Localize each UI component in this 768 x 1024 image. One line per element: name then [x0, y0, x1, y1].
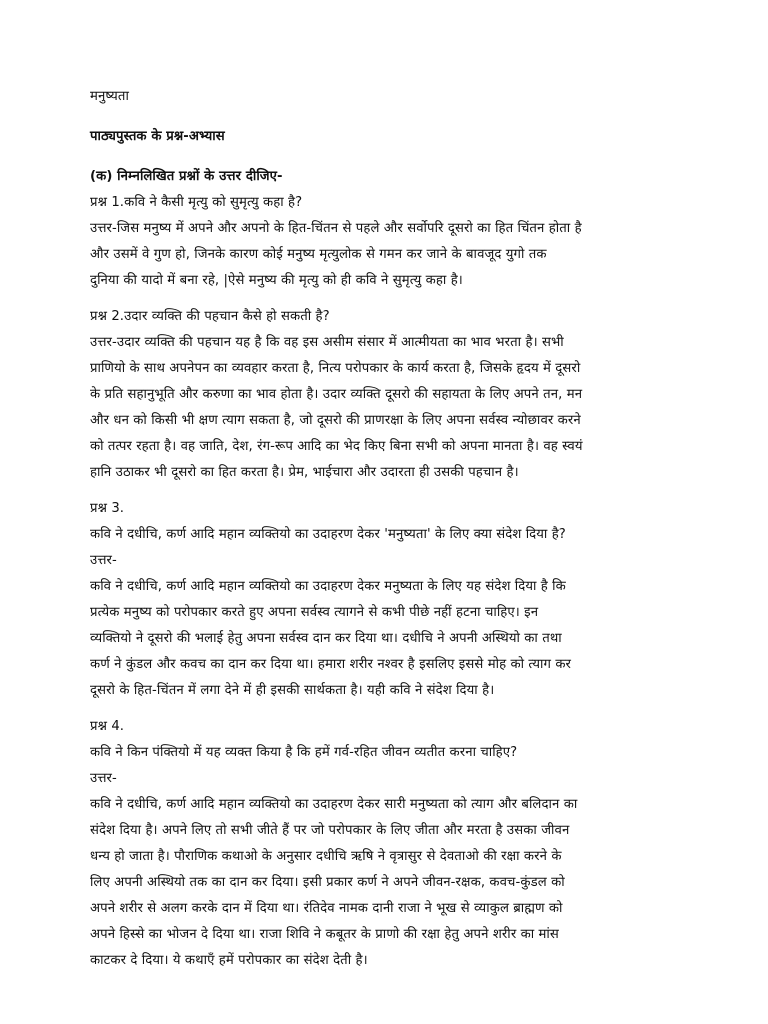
answer-2-line: और धन को किसी भी क्षण त्याग सकता है, जो दूसरो की प्राणरक्षा के लिए अपना सर्वस्व न्योछावर करने	[90, 413, 581, 428]
question-4-label: प्रश्न 4.	[90, 719, 125, 734]
answer-2-line: को तत्पर रहता है। वह जाति, देश, रंग-रूप आदि का भेद किए बिना सभी को अपना मानता है। वह स्वयं	[90, 439, 583, 454]
answer-4-line: कवि ने दधीचि, कर्ण आदि महान व्यक्तियो का उदाहरण देकर सारी मनुष्यता को त्याग और बलिदान का	[90, 797, 578, 812]
question-3-label: प्रश्न 3.	[90, 501, 125, 516]
answer-4-line: अपने शरीर से अलग करके दान में दिया था। रंतिदेव नामक दानी राजा ने भूख से व्याकुल ब्राह्मण को	[90, 901, 563, 916]
question-2: प्रश्न 2.उदार व्यक्ति की पहचान कैसे हो सकती है?	[90, 309, 330, 324]
answer-3-line: व्यक्तियो ने दूसरो की भलाई हेतु अपना सर्वस्व दान कर दिया था। दधीचि ने अपनी अस्थियो का तथा	[90, 631, 562, 646]
answer-1-line: दुनिया की यादो में बना रहे, |ऐसे मनुष्य की मृत्यु को ही कवि ने सुमृत्यु कहा है।	[90, 273, 463, 288]
question-1: प्रश्न 1.कवि ने कैसी मृत्यु को सुमृत्यु कहा है?	[90, 195, 303, 210]
question-3: कवि ने दधीचि, कर्ण आदि महान व्यक्तियो का उदाहरण देकर 'मनुष्यता' के लिए क्या संदेश दिया है?	[90, 527, 566, 542]
answer-2-line: उत्तर-उदार व्यक्ति की पहचान यह है कि वह इस असीम संसार में आत्मीयता का भाव भरता है। सभी	[90, 335, 564, 350]
question-4: कवि ने किन पंक्तियो में यह व्यक्त किया है कि हमें गर्व-रहित जीवन व्यतीत करना चाहिए?	[90, 745, 518, 760]
spacer	[90, 294, 680, 304]
answer-2-line: हानि उठाकर भी दूसरो का हित करता है। प्रेम, भाईचारा और उदारता ही उसकी पहचान है।	[90, 465, 519, 480]
answer-2-line: प्राणियो के साथ अपनेपन का व्यवहार करता है, नित्य परोपकार के कार्य करता है, जिसके हृदय में दूसरो	[90, 361, 581, 376]
answer-3-line: प्रत्येक मनुष्य को परोपकार करते हुए अपना सर्वस्व त्यागने से कभी पीछे नहीं हटना चाहिए। इन	[90, 605, 539, 620]
spacer	[90, 110, 680, 124]
answer-4-line: अपने हिस्से का भोजन दे दिया था। राजा शिवि ने कबूतर के प्राणो की रक्षा हेतु अपने शरीर का मांस	[90, 927, 559, 942]
answer-1-line: और उसमें वे गुण हो, जिनके कारण कोई मनुष्य मृत्युलोक से गमन कर जाने के बावजूद युगो तक	[90, 247, 547, 262]
answer-3-line: दूसरो के हित-चिंतन में लगा देने में ही इसकी सार्थकता है। यही कवि ने संदेश दिया है।	[90, 683, 495, 698]
answer-1-line: उत्तर-जिस मनुष्य में अपने और अपनो के हित-चिंतन से पहले और सर्वोपरि दूसरो का हित चिंतन होता है	[90, 221, 582, 236]
answer-4-label: उत्तर-	[90, 771, 117, 786]
answer-4-line: काटकर दे दिया। ये कथाएँ हमें परोपकार का संदेश देती है।	[90, 953, 368, 968]
answer-3-line: कवि ने दधीचि, कर्ण आदि महान व्यक्तियो का उदाहरण देकर मनुष्यता के लिए यह संदेश दिया है कि	[90, 579, 566, 594]
document-title: मनुष्यता	[90, 89, 129, 104]
spacer	[90, 704, 680, 714]
answer-4-line: धन्य हो जाता है। पौराणिक कथाओ के अनुसार दधीचि ऋषि ने वृत्रासुर से देवताओ की रक्षा करने के	[90, 849, 562, 864]
answer-4-line: लिए अपनी अस्थियो तक का दान कर दिया। इसी प्रकार कर्ण ने अपने जीवन-रक्षक, कवच-कुंडल को	[90, 875, 565, 890]
answer-2-line: के प्रति सहानुभूति और करुणा का भाव होता है। उदार व्यक्ति दूसरो की सहायता के लिए अपने तन, मन	[90, 387, 583, 402]
document-page	[90, 84, 680, 974]
spacer	[90, 150, 680, 164]
spacer	[90, 486, 680, 496]
answer-3-line: कर्ण ने कुंडल और कवच का दान कर दिया था। हमारा शरीर नश्वर है इसलिए इससे मोह को त्याग कर	[90, 657, 572, 672]
answer-3-label: उत्तर-	[90, 553, 117, 568]
answer-4-line: संदेश दिया है। अपने लिए तो सभी जीते हैं पर जो परोपकार के लिए जीता और मरता है उसका जीवन	[90, 823, 570, 838]
instruction-heading: (क) निम्नलिखित प्रश्नों के उत्तर दीजिए-	[90, 169, 283, 184]
section-heading: पाठ्यपुस्तक के प्रश्न-अभ्यास	[90, 129, 225, 144]
